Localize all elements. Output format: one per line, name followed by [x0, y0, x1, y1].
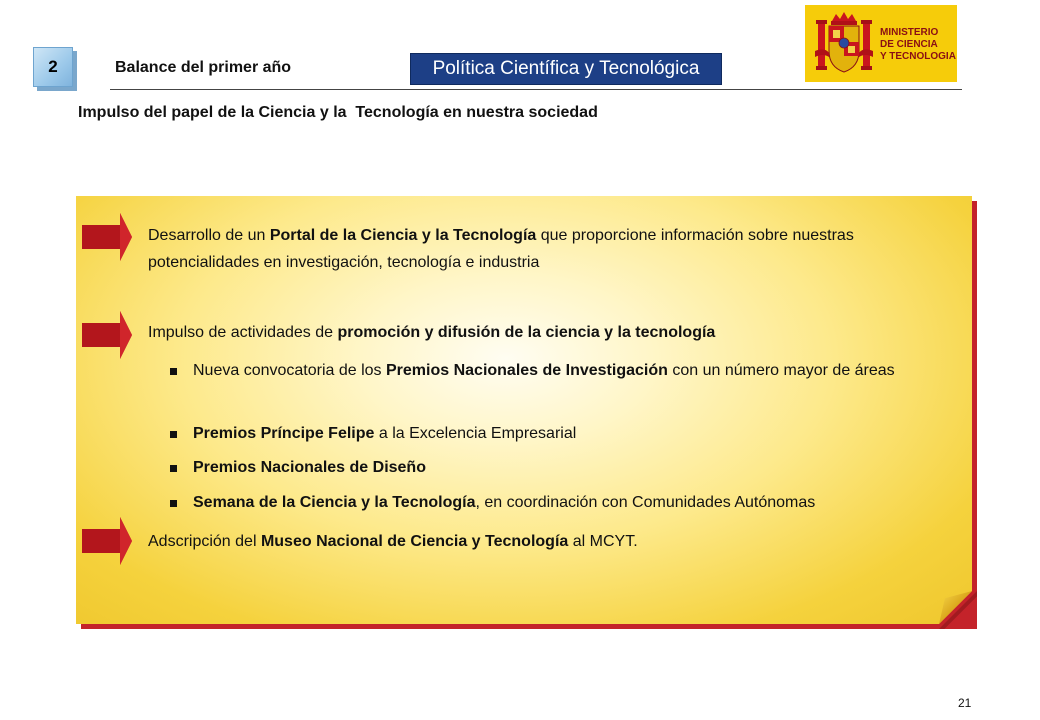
- bold-text-segment: Premios Nacionales de Investigación: [386, 362, 668, 379]
- text-segment: a la Excelencia Empresarial: [374, 425, 577, 442]
- section-title: Balance del primer año: [115, 59, 292, 76]
- item-text: [148, 324, 715, 341]
- sub-item-text: [170, 456, 960, 480]
- bold-text-segment: Premios Príncipe Felipe: [193, 425, 375, 442]
- header-divider: [110, 89, 962, 90]
- list-item: [148, 222, 938, 276]
- item-text: [148, 533, 638, 550]
- bullet-icon: [170, 500, 177, 507]
- bold-text-segment: Premios Nacionales de Diseño: [193, 459, 426, 476]
- bullet-icon: [170, 368, 177, 375]
- bullet-icon: [170, 465, 177, 472]
- ministry-logo: [805, 5, 957, 82]
- sub-item-text: [170, 422, 960, 446]
- red-arrow-icon: [82, 517, 132, 565]
- page-subtitle: Impulso del papel de la Ciencia y la Tecnología en nuestra sociedad: [78, 104, 598, 121]
- text-segment: , en coordinación con Comunidades Autónomas: [475, 494, 816, 511]
- list-item: [148, 528, 938, 555]
- text-segment: Adscripción del: [148, 533, 261, 550]
- sub-list-item: [170, 359, 960, 383]
- red-arrow-icon: [82, 213, 132, 261]
- section-number: 2: [33, 47, 73, 87]
- coat-of-arms-icon: [815, 11, 873, 77]
- red-arrow-icon: [82, 311, 132, 359]
- text-segment: Nueva convocatoria de los: [193, 362, 386, 379]
- bold-text-segment: Semana de la Ciencia y la Tecnología: [193, 494, 476, 511]
- item-text: [148, 227, 854, 271]
- sub-item-text: [170, 491, 960, 515]
- bold-text-segment: promoción y difusión de la ciencia y la tecnología: [337, 324, 716, 341]
- sub-item-text: [170, 359, 960, 383]
- text-segment: al MCYT.: [568, 533, 638, 550]
- text-segment: que proporcione información sobre nuestras potencialidades en investigación, tecnología e industria: [148, 227, 854, 271]
- page-number: 21: [958, 696, 972, 710]
- ministry-logo-text: MINISTERIO DE CIENCIA Y TECNOLOGIA: [880, 27, 956, 62]
- text-segment: Impulso de actividades de: [148, 324, 338, 341]
- bold-text-segment: Museo Nacional de Ciencia y Tecnología: [260, 533, 569, 550]
- bold-text-segment: Portal de la Ciencia y la Tecnología: [269, 227, 537, 244]
- sub-list-item: [170, 491, 960, 515]
- text-segment: con un número mayor de áreas: [667, 362, 895, 379]
- sub-list-item: [170, 422, 960, 446]
- section-number-badge: [33, 47, 77, 91]
- bullet-icon: [170, 431, 177, 438]
- program-label: Política Científica y Tecnológica: [410, 53, 722, 85]
- sub-list-item: [170, 456, 960, 480]
- list-item: [148, 319, 948, 346]
- text-segment: Desarrollo de un: [148, 227, 270, 244]
